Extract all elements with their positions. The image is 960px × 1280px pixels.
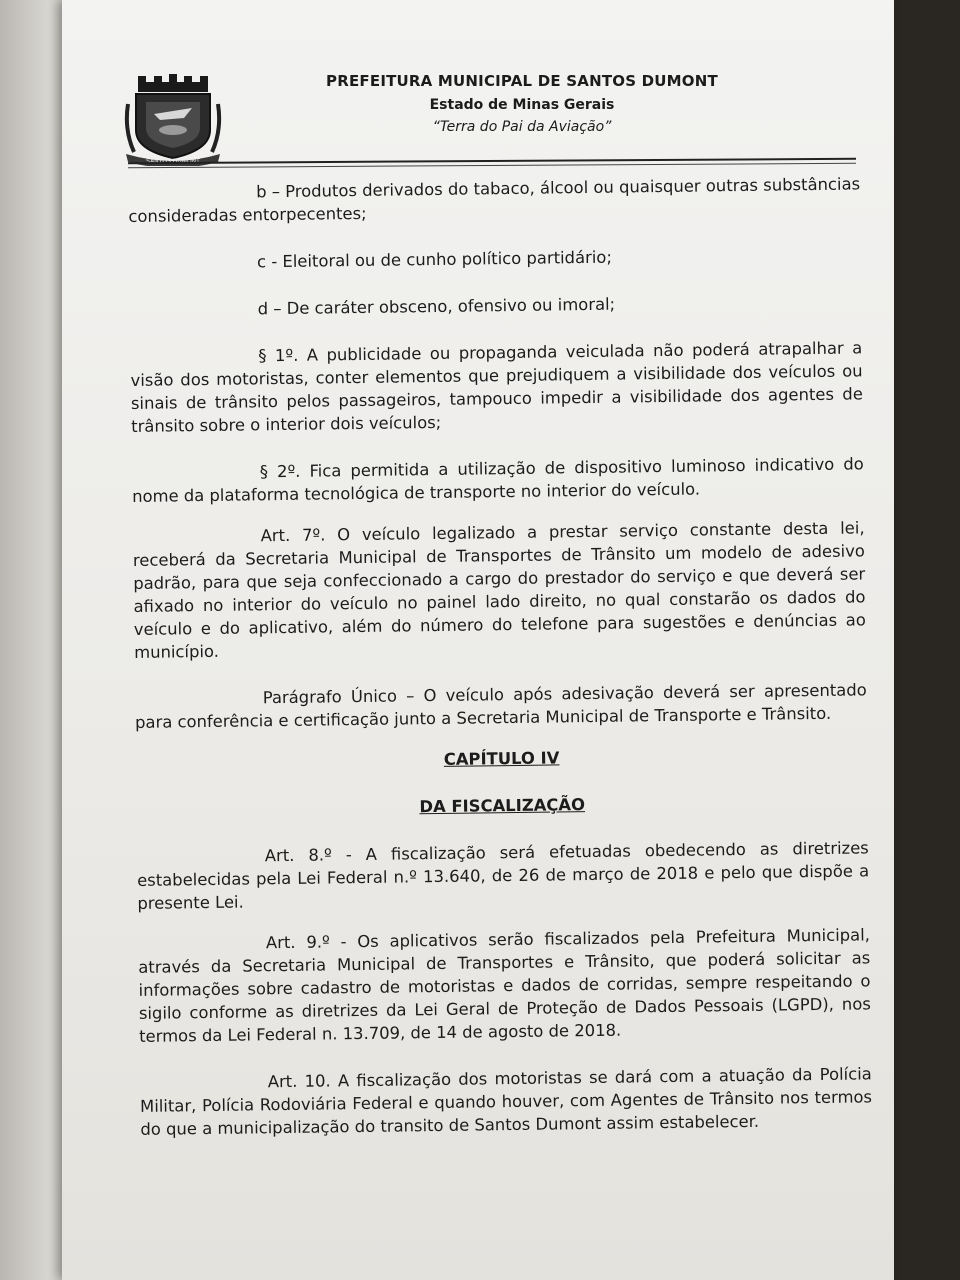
municipal-crest-icon [124,74,222,166]
item-d: d – De caráter obsceno, ofensivo ou imoral; [257,294,616,319]
document-body [128,172,873,1164]
paragraph-2: § 2º. Fica permitida a utilização de dispositivo luminoso indicativo do nome da plataforma tecnológica de transporte no interior do veículo. [131,454,864,506]
item-b: b – Produtos derivados do tabaco, álcool ou quaisquer outras substâncias consideradas entorpecentes; [128,174,861,226]
letterhead-subtitle: Estado de Minas Gerais [429,97,615,113]
letterhead-motto: “Terra do Pai da Aviação” [432,119,612,135]
chapter-title: DA FISCALIZAÇÃO [419,795,586,817]
item-c: c - Eleitoral ou de cunho político partidário; [256,247,613,272]
sole-paragraph: Parágrafo Único – O veículo após adesivação deverá ser apresentado para conferência e certificação junto a Secretaria Municipal de Transporte e Trânsito. [134,680,867,732]
document-page [62,0,894,1280]
paragraph-1: § 1º. A publicidade ou propaganda veiculada não poderá atrapalhar a visão dos motoristas, conter elementos que prejudiquem a visibilidade dos veículos ou sinais de trânsito pelos passageiros, tampouco impedir a visibilidade dos agentes de trânsito sobre o interior dois veículos; [130,338,863,436]
letterhead [312,72,732,135]
article-7: Art. 7º. O veículo legalizado a prestar serviço constante desta lei, receberá da Secretaria Municipal de Transportes de Trânsito um modelo de adesivo padrão, para que seja confeccionado a cargo do prestador do serviço e que deverá ser afixado no interior do veículo no painel lado direito, no qual constarão os dados do veículo e do aplicativo, além do número do telefone para sugestões e denúncias ao município. [132,518,866,662]
article-10: Art. 10. A fiscalização dos motoristas se dará com a atuação da Polícia Militar, Polícia Rodoviária Federal e quando houver, com Agentes de Trânsito nos termos do que a municipalização do transito de Santos Dumont assim estabelecer. [139,1064,873,1139]
chapter-heading [135,742,868,822]
chapter-number: CAPÍTULO IV [443,748,560,769]
letterhead-title: PREFEITURA MUNICIPAL DE SANTOS DUMONT [326,72,718,90]
header-rule-thin [128,163,856,168]
article-9: Art. 9.º - Os aplicativos serão fiscalizados pela Prefeitura Municipal, através da Secretaria Municipal de Transportes e Trânsito, que poderá solicitar as informações sobre cadastro de motoristas e dados de corridas, sempre respeitando o sigilo conforme as diretrizes da Lei Geral de Proteção de Dados Pessoais (LGPD), nos termos da Lei Federal n. 13.709, de 14 de agosto de 2018. [138,925,871,1046]
article-8: Art. 8.º - A fiscalização será efetuadas obedecendo as diretrizes estabelecidas pela Lei Federal n.º 13.640, de 26 de março de 2018 e pelo que dispõe a presente Lei. [137,838,870,913]
